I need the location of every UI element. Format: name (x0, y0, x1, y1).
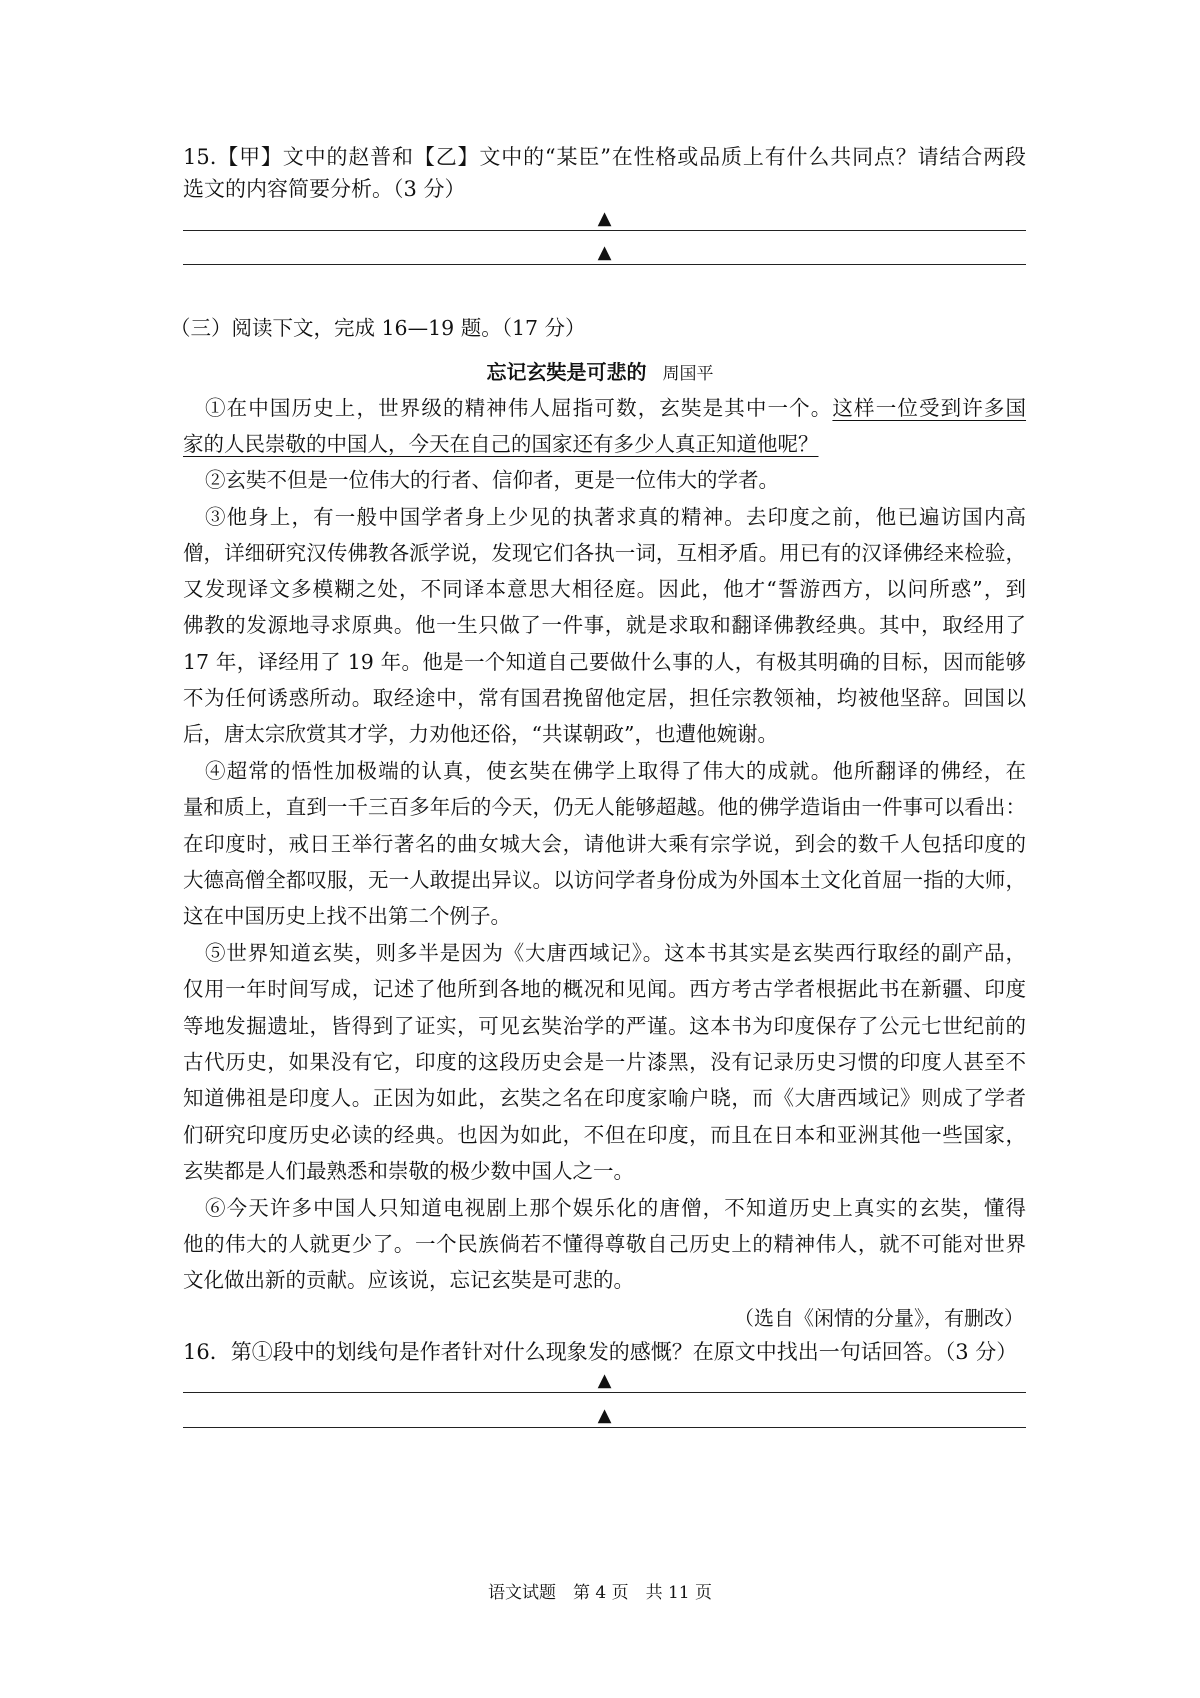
paragraph-6-line-1: ⑥今天许多中国人只知道电视剧上那个娱乐化的唐僧，不知道历史上真实的玄奘，懂得 (205, 1196, 1026, 1220)
paragraph-5-line-5: 知道佛祖是印度人。正因为如此，玄奘之名在印度家喻户晓，而《大唐西域记》则成了学者 (183, 1086, 1026, 1110)
paragraph-4-line-1: ④超常的悟性加极端的认真，使玄奘在佛学上取得了伟大的成就。他所翻译的佛经，在 (205, 759, 1026, 783)
paragraph-1-line-2 (183, 429, 1026, 459)
underlined-sentence: 这样一位受到许多国 (832, 396, 1027, 420)
paragraph-4-line-4: 大德高僧全都叹服，无一人敢提出异议。以访问学者身份成为外国本土文化首屈一指的大师， (183, 868, 1026, 892)
paragraph-3-line-3: 又发现译文多模糊之处，不同译本意思大相径庭。因此，他才“誓游西方，以问所惑”，到 (183, 577, 1026, 601)
answer-line-16-1[interactable] (183, 1362, 1026, 1393)
triangle-marker-icon: ▲ (597, 208, 612, 229)
paragraph-3-line-2: 僧，详细研究汉传佛教各派学说，发现它们各执一词，互相矛盾。用已有的汉译佛经来检验， (183, 541, 1026, 565)
article-author: 周国平 (662, 364, 714, 384)
triangle-marker-icon: ▲ (597, 1370, 612, 1391)
paragraph-5-line-2: 仅用一年时间写成，记述了他所到各地的概况和见闻。西方考古学者根据此书在新疆、印度 (183, 977, 1026, 1001)
underlined-sentence: 家的人民崇敬的中国人，今天在自己的国家还有多少人真正知道他呢？ (183, 432, 819, 456)
article-title-text: 忘记玄奘是可悲的 (486, 360, 647, 384)
paragraph-1-text: ①在中国历史上，世界级的精神伟人屈指可数，玄奘是其中一个。 (205, 396, 833, 420)
paragraph-5-line-7: 玄奘都是人们最熟悉和崇敬的极少数中国人之一。 (183, 1159, 634, 1183)
article-title (0, 357, 1200, 389)
paragraph-5-line-3: 等地发掘遗址，皆得到了证实，可见玄奘治学的严谨。这本书为印度保存了公元七世纪前的 (183, 1014, 1026, 1038)
page-footer: 语文试题 第 4 页 共 11 页 (487, 1583, 713, 1603)
question-15-line-2: 选文的内容简要分析。（3 分） (183, 177, 466, 201)
source-citation: （选自《闲情的分量》，有删改） (734, 1306, 1024, 1330)
paragraph-3-line-7: 后，唐太宗欣赏其才学，力劝他还俗，“共谋朝政”，也遭他婉谢。 (183, 722, 778, 746)
paragraph-4-line-5: 这在中国历史上找不出第二个例子。 (183, 904, 511, 928)
answer-line-15-2[interactable] (183, 234, 1026, 265)
paragraph-3-line-4: 佛教的发源地寻求原典。他一生只做了一件事，就是求取和翻译佛教经典。其中，取经用了 (183, 613, 1026, 637)
paragraph-6-line-3: 文化做出新的贡献。应该说，忘记玄奘是可悲的。 (183, 1268, 634, 1292)
answer-line-15-1[interactable] (183, 200, 1026, 231)
paragraph-5-line-4: 古代历史，如果没有它，印度的这段历史会是一片漆黑，没有记录历史习惯的印度人甚至不 (183, 1050, 1026, 1074)
paragraph-3-line-5: 17 年，译经用了 19 年。他是一个知道自己要做什么事的人，有极其明确的目标，因而能够 (183, 650, 1026, 674)
paragraph-5-line-6: 们研究印度历史必读的经典。也因为如此，不但在印度，而且在日本和亚洲其他一些国家， (183, 1123, 1026, 1147)
triangle-marker-icon: ▲ (597, 242, 612, 263)
section-heading: （三）阅读下文，完成 16—19 题。（17 分） (170, 316, 586, 340)
question-16: 16．第①段中的划线句是作者针对什么现象发的感慨？在原文中找出一句话回答。（3 分） (183, 1340, 1018, 1364)
paragraph-2-line-1: ②玄奘不但是一位伟大的行者、信仰者，更是一位伟大的学者。 (205, 468, 779, 492)
paragraph-3-line-6: 不为任何诱惑所动。取经途中，常有国君挽留他定居，担任宗教领袖，均被他坚辞。回国以 (183, 686, 1026, 710)
paragraph-6-line-2: 他的伟大的人就更少了。一个民族倘若不懂得尊敬自己历史上的精神伟人，就不可能对世界 (183, 1232, 1026, 1256)
paragraph-4-line-2: 量和质上，直到一千三百多年后的今天，仍无人能够超越。他的佛学造诣由一件事可以看出： (183, 795, 1026, 819)
paragraph-3-line-1: ③他身上，有一般中国学者身上少见的执著求真的精神。去印度之前，他已遍访国内高 (205, 505, 1026, 529)
paragraph-5-line-1: ⑤世界知道玄奘，则多半是因为《大唐西域记》。这本书其实是玄奘西行取经的副产品， (205, 941, 1026, 965)
triangle-marker-icon: ▲ (597, 1405, 612, 1426)
paragraph-4-line-3: 在印度时，戒日王举行著名的曲女城大会，请他讲大乘有宗学说，到会的数千人包括印度的 (183, 832, 1026, 856)
paragraph-1-line-1 (205, 393, 1026, 423)
answer-line-16-2[interactable] (183, 1397, 1026, 1428)
question-15-line-1: 15.【甲】文中的赵普和【乙】文中的“某臣”在性格或品质上有什么共同点？请结合两段 (183, 145, 1026, 169)
